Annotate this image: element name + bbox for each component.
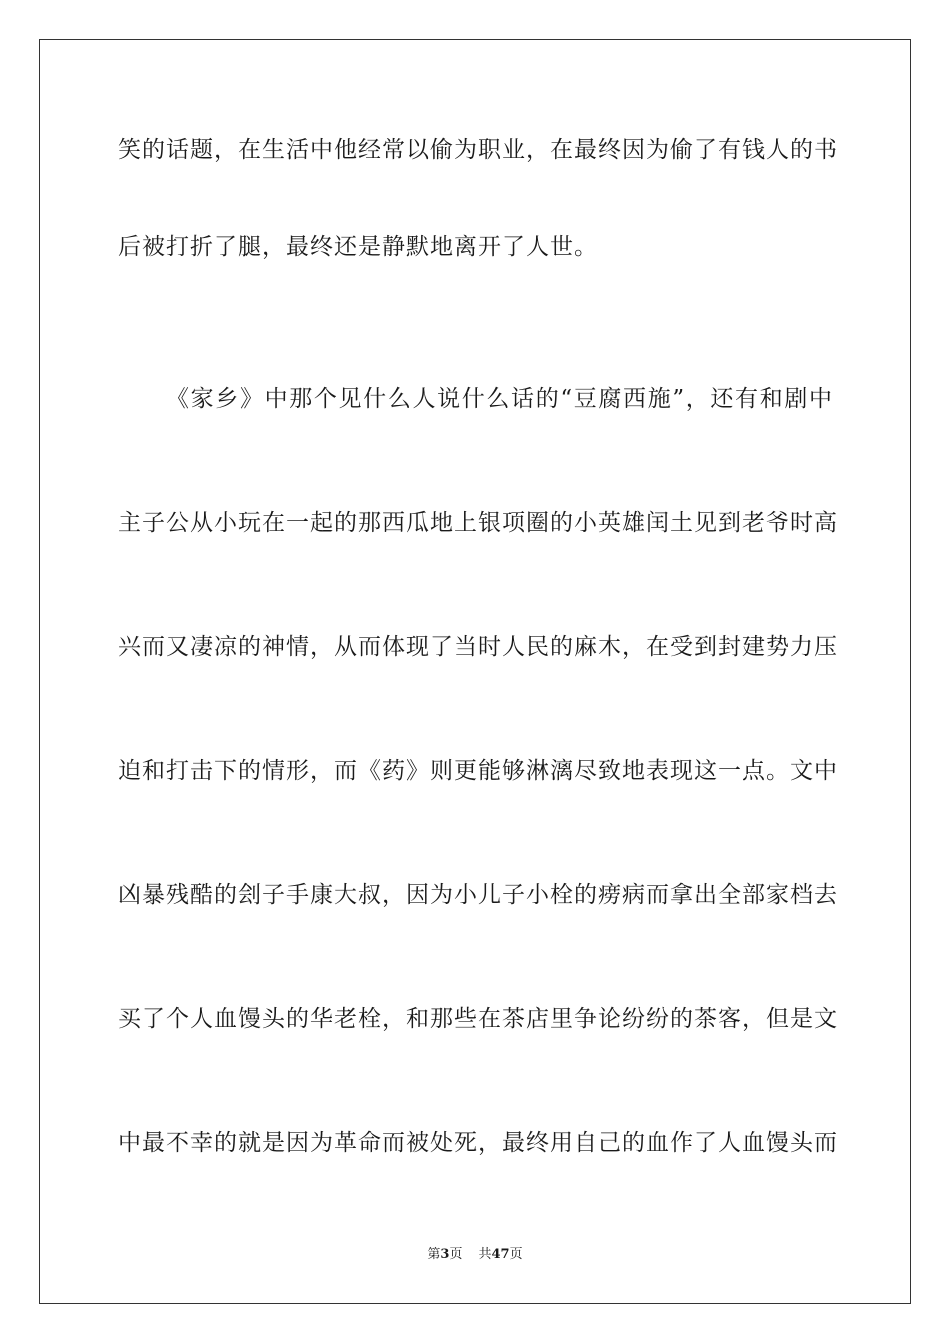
page-border: [39, 39, 911, 1304]
text-line-4: 主子公从小玩在一起的那西瓜地上银项圈的小英雄闰土见到老爷时高: [118, 510, 838, 536]
text-line-9: 中最不幸的就是因为革命而被处死，最终用自己的血作了人血馒头而: [118, 1130, 838, 1156]
total-suffix: 页: [509, 1247, 523, 1262]
page-suffix: 页: [449, 1247, 463, 1262]
text-line-1: 笑的话题，在生活中他经常以偷为职业，在最终因为偷了有钱人的书: [118, 137, 838, 163]
text-line-7: 凶暴残酷的刽子手康大叔，因为小儿子小栓的痨病而拿出全部家档去: [118, 882, 838, 908]
page-number: 3: [440, 1247, 450, 1262]
text-line-6: 迫和打击下的情形，而《药》则更能够淋漓尽致地表现这一点。文中: [118, 758, 838, 784]
text-line-5: 兴而又凄凉的神情，从而体现了当时人民的麻木，在受到封建势力压: [118, 634, 838, 660]
text-line-2: 后被打折了腿，最终还是静默地离开了人世。: [118, 234, 598, 260]
page-footer: [0, 1246, 950, 1264]
total-pages: 47: [491, 1247, 510, 1262]
text-line-8: 买了个人血馒头的华老栓，和那些在茶店里争论纷纷的茶客，但是文: [118, 1006, 838, 1032]
total-prefix: 共: [478, 1247, 492, 1262]
page-prefix: 第: [427, 1247, 441, 1262]
text-line-3: 《家乡》中那个见什么人说什么话的“豆腐西施”，还有和剧中: [166, 386, 833, 412]
